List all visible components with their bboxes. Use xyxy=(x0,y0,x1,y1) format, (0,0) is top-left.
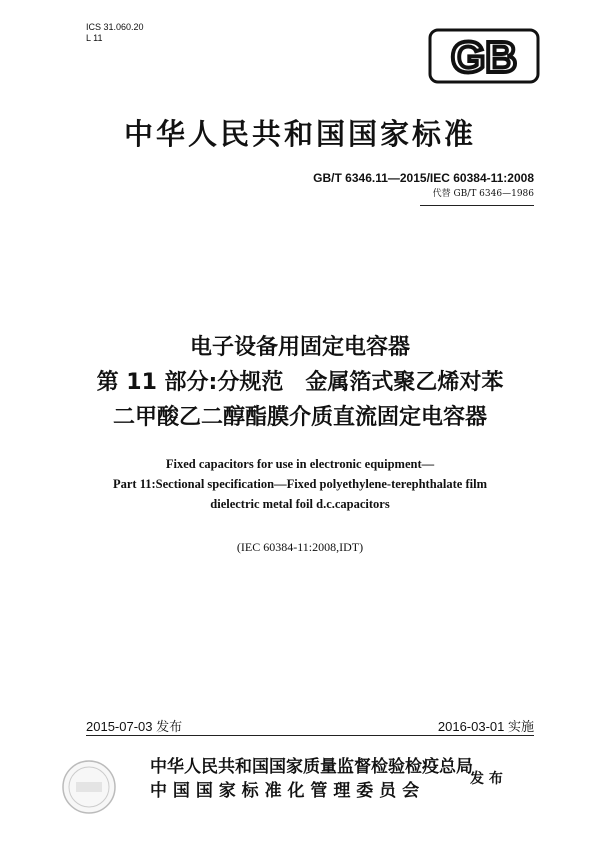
issuer-sac: 中 国 国 家 标 准 化 管 理 委 员 会 xyxy=(150,781,420,801)
issue-date: 2015-07-03 发布 xyxy=(86,719,183,734)
equivalence-note: (IEC 60384-11:2008,IDT) xyxy=(236,540,364,554)
title-en-line1: Fixed capacitors for use in electronic equipment— xyxy=(165,457,435,471)
anti-counterfeit-stamp xyxy=(60,758,118,816)
ccs-code: L 11 xyxy=(86,33,103,43)
title-cn-line3: 二甲酸乙二醇酯膜介质直流固定电容器 xyxy=(112,405,487,430)
standard-title: 中华人民共和国国家标准 xyxy=(123,117,476,151)
title-en-line3: dielectric metal foil d.c.capacitors xyxy=(210,497,390,511)
ics-code: ICS 31.060.20 xyxy=(86,22,144,32)
gb-logo-text: GB xyxy=(451,33,517,82)
title-cn-line2: 第 11 部分:分规范 金属箔式聚乙烯对苯 xyxy=(96,370,504,395)
gb-logo xyxy=(428,26,540,86)
publish-label: 发 布 xyxy=(470,771,503,787)
header-divider xyxy=(420,205,534,206)
classification-codes xyxy=(86,22,144,44)
implement-date: 2016-03-01 实施 xyxy=(437,719,534,734)
footer-divider xyxy=(86,735,534,736)
issuer-aqsiq: 中华人民共和国国家质量监督检验检疫总局 xyxy=(150,757,473,777)
replaces-note: 代替 GB/T 6346—1986 xyxy=(432,189,534,199)
standard-number: GB/T 6346.11—2015/IEC 60384-11:2008 xyxy=(313,171,534,185)
title-en-line2: Part 11:Sectional specification—Fixed polyethylene-terephthalate film xyxy=(112,477,488,491)
title-cn-line1: 电子设备用固定电容器 xyxy=(189,335,410,360)
